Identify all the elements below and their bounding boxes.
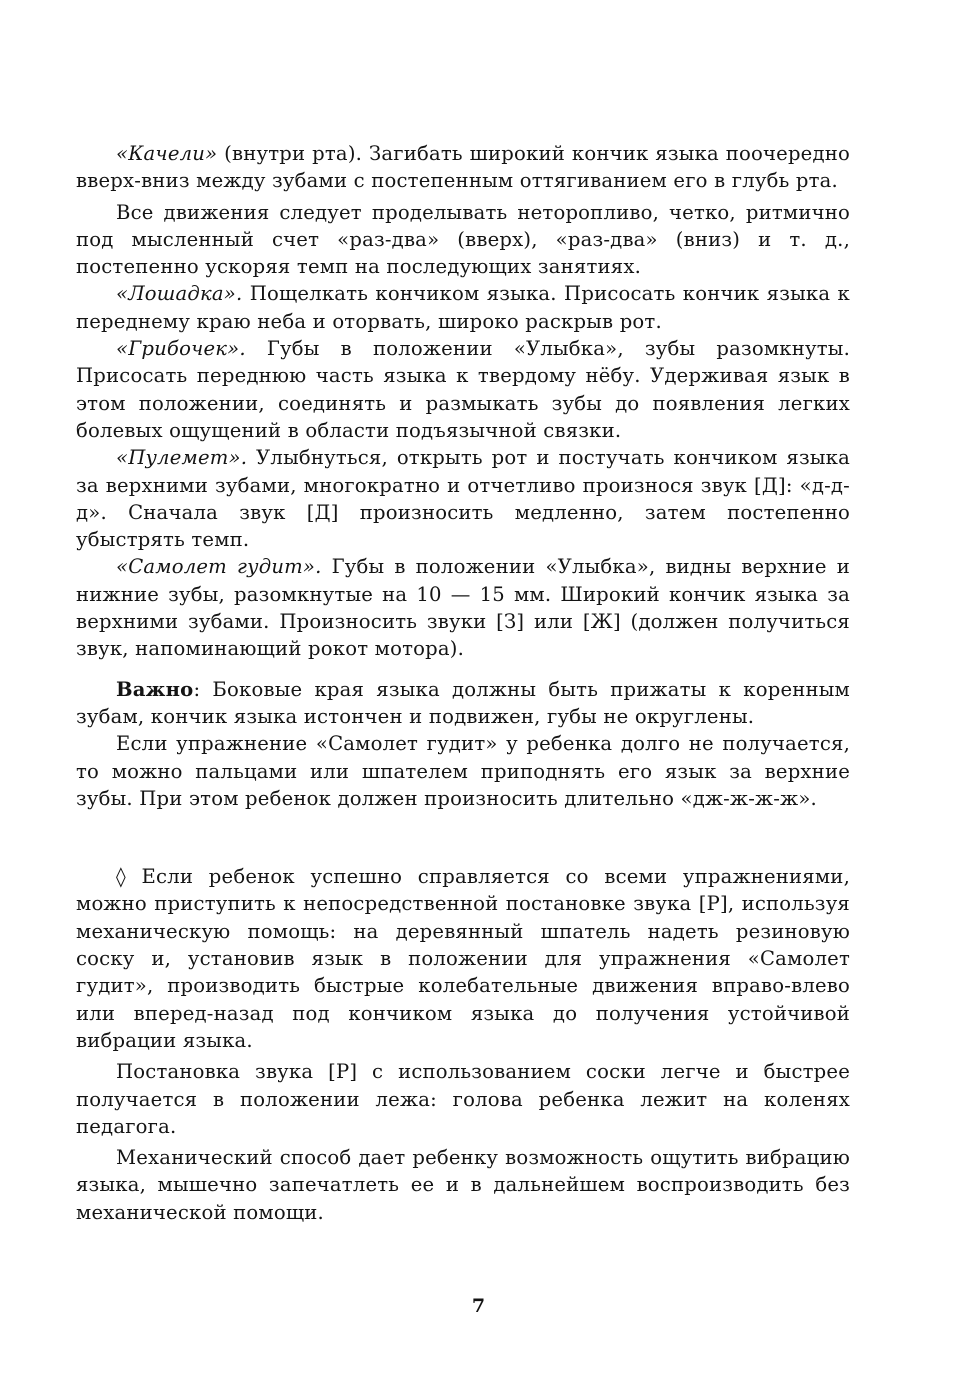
diamond-bullet-icon: ◊ — [116, 865, 126, 889]
exercise-name-kacheli: «Качели» — [116, 142, 218, 165]
paragraph-text: Постановка звука [Р] с использованием соски легче и быстрее получается в положении лежа: голова ребенка лежит на коленях педагога. — [76, 1060, 850, 1138]
paragraph-text: (внутри рта). Загибать широкий кончик языка поочередно вверх-вниз между зубами с постепенным оттягиванием его в глубь рта. — [76, 142, 850, 193]
exercise-name-loshadka: «Лошадка». — [116, 282, 243, 306]
paragraph-important — [76, 676, 850, 731]
paragraph-if-not-working — [76, 730, 850, 812]
paragraph-mechanical-method — [76, 1144, 850, 1226]
paragraph-kacheli — [76, 140, 850, 195]
paragraph-samolet — [76, 553, 850, 662]
exercise-name-pulemet: «Пулемет». — [116, 446, 248, 470]
paragraph-mechanical-setup — [76, 863, 850, 1054]
paragraph-text: : Боковые края языка должны быть прижаты к коренным зубам, кончик языка истончен и подвижен, губы не округлены. — [76, 677, 850, 728]
paragraph-text: Улыбнуться, открыть рот и постучать кончиком языка за верхними зубами, многократно и отчетливо произнося звук [Д]: «д-д-д». Сначала звук [Д] произносить медленно, затем постепенно убыстрять темп. — [76, 446, 850, 552]
paragraph-text: Если упражнение «Самолет гудит» у ребенка долго не получается, то можно пальцами или шпателем приподнять его язык за верхние зубы. При этом ребенок должен произносить длительно «дж-ж-ж-ж». — [76, 732, 850, 810]
paragraph-gribochek — [76, 335, 850, 444]
paragraph-rhythm — [76, 199, 850, 281]
paragraph-loshadka — [76, 280, 850, 335]
paragraph-text: Губы в положении «Улыбка», видны верхние и нижние зубы, разомкнутые на 10 — 15 мм. Широкий кончик языка за верхними зубами. Произносить звуки [З] или [Ж] (должен получиться звук, напоминающий рокот мотора). — [76, 555, 850, 661]
exercise-name-samolet: «Самолет гудит». — [116, 555, 322, 579]
paragraph-text: Губы в положении «Улыбка», зубы разомкнуты. Присосать переднюю часть языка к твердому нёбу. Удерживая язык в этом положении, соединять и размыкать зубы до появления легких болевых ощущений в области подъязычной связки. — [76, 337, 850, 442]
exercise-name-gribochek: «Грибочек». — [116, 337, 246, 361]
page-number: 7 — [471, 1295, 486, 1317]
paragraph-lying-position — [76, 1058, 850, 1140]
paragraph-pulemet — [76, 444, 850, 553]
paragraph-text: Если ребенок успешно справляется со всеми упражнениями, можно приступить к непосредственной постановке звука [Р], используя механическую помощь: на деревянный шпатель надеть резиновую соску и, установив язык в положении для упражнения «Самолет гудит», производить быстрые колебательные движения вправо-влево или вперед-назад под кончиком языка до получения устойчивой вибрации языка. — [76, 865, 850, 1052]
page-body — [76, 140, 850, 1226]
paragraph-text: Пощелкать кончиком языка. Присосать кончик языка к переднему краю неба и оторвать, широко раскрыв рот. — [76, 282, 850, 333]
paragraph-text: Все движения следует проделывать неторопливо, четко, ритмично под мысленный счет «раз-два» (вверх), «раз-два» (вниз) и т. д., постепенно ускоряя темп на последующих занятиях. — [76, 200, 850, 279]
important-label: Важно — [116, 677, 194, 701]
paragraph-text: Механический способ дает ребенку возможность ощутить вибрацию языка, мышечно запечатлеть ее и в дальнейшем воспроизводить без механической помощи. — [76, 1146, 850, 1224]
